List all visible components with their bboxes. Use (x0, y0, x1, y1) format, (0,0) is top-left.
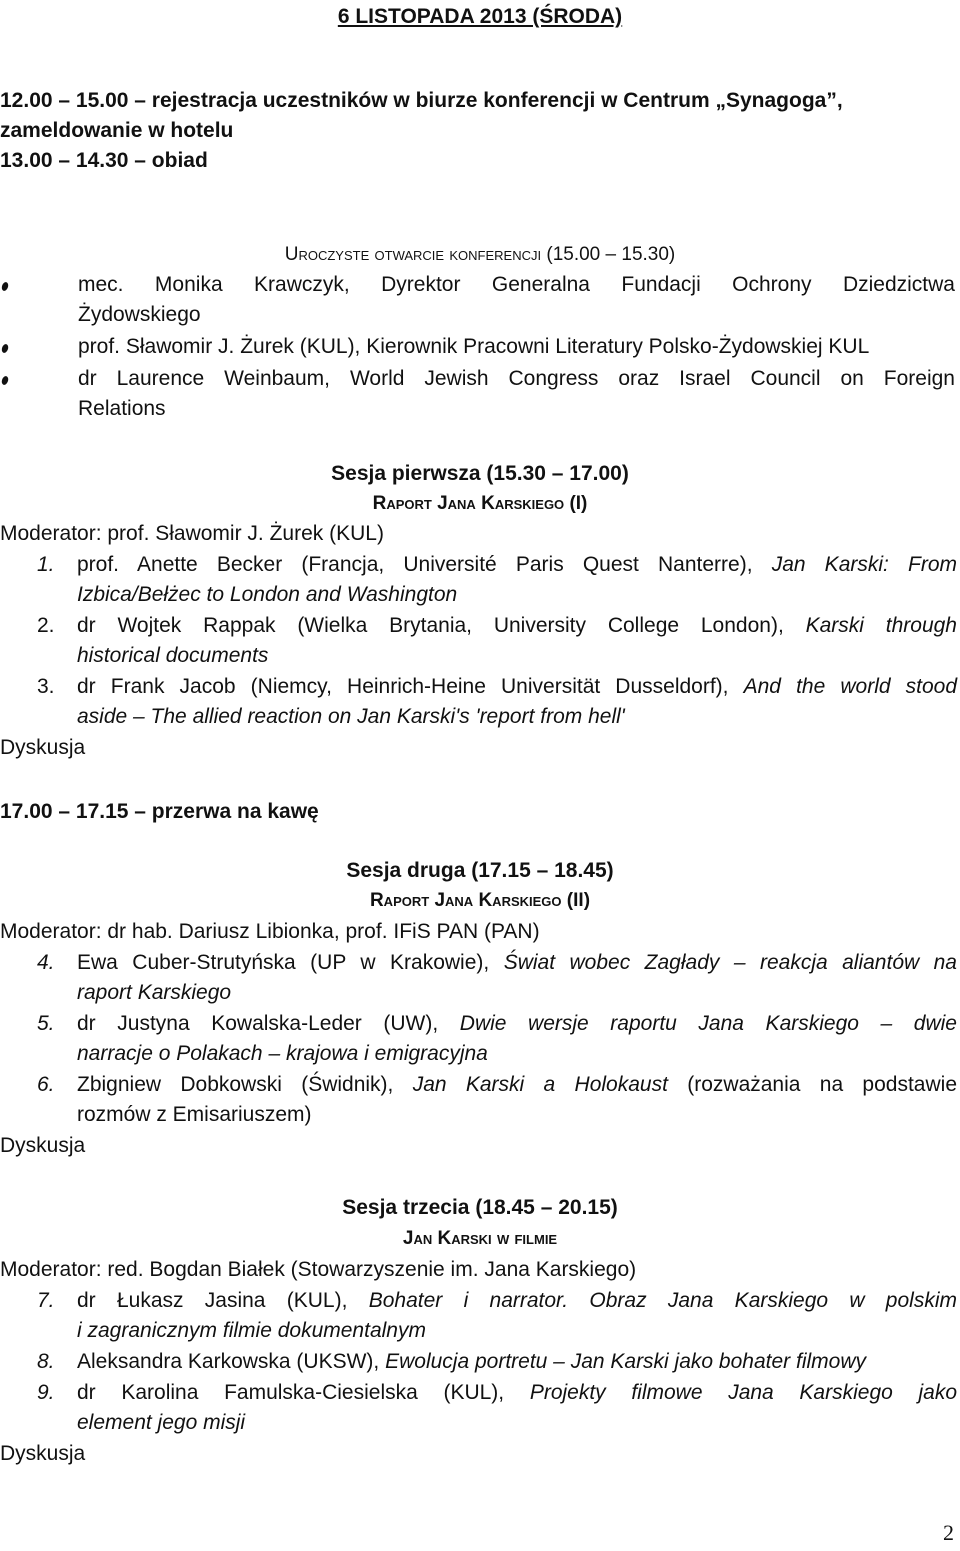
session3-moderator: Moderator: red. Bogdan Białek (Stowarzyszenie im. Jana Karskiego) (0, 1258, 637, 1281)
bullet-icon (1, 343, 10, 354)
bullet-icon (1, 375, 10, 386)
session2-discussion: Dyskusja (0, 1134, 86, 1157)
intro-line-registration: 12.00 – 15.00 – rejestracja uczestników w biurze konferencji w Centrum „Synagoga”, (0, 89, 843, 112)
date-title: 6 LISTOPADA 2013 (ŚRODA) (337, 5, 623, 28)
session3-subtitle: Jan Karski w filmie (402, 1228, 558, 1249)
session2-title: Sesja druga (17.15 – 18.45) (346, 859, 614, 882)
session3-title: Sesja trzecia (18.45 – 20.15) (342, 1196, 618, 1219)
page-number: 2 (943, 1520, 954, 1545)
intro-line-lunch: 13.00 – 14.30 – obiad (0, 149, 208, 172)
opening-title: Uroczyste otwarcie konferencji (15.00 – 15.30) (284, 244, 676, 265)
session1-subtitle: Raport Jana Karskiego (I) (372, 493, 588, 514)
session1-moderator: Moderator: prof. Sławomir J. Żurek (KUL) (0, 522, 384, 545)
session2-subtitle: Raport Jana Karskiego (II) (369, 890, 591, 911)
program-page: 6 LISTOPADA 2013 (ŚRODA) 12.00 – 15.00 – rejestracja uczestników w biurze konferencji w Centrum „Synagoga”, zameldowanie w hotelu 13.00 – 14.30 – obiad Uroczyste otwarcie konferencji (15.00 – 15.30) mec. Monika Krawczyk, Dyrektor Generalna Fundacji Ochrony Dziedzictwa Żydowskiego prof. Sławomir J. Żurek (KUL), Kierownik Pracowni Literatury Polsko-Żydowskiej KUL dr Laurence Weinbaum, World Jewish Congress oraz Israel Council on Foreign Relations Sesja pierwsza (15.30 – 17.00) Raport Jana Karskiego (I) Moderator: prof. Sławomir J. Żurek (KUL) 1. prof. Anette Becker (Francja, Université Paris Quest Nanterre), Jan Karski: From Izbica/Bełżec to London and Washington 2. dr Wojtek Rappak (Wielka Brytania, University College London), Karski through historical documents 3. dr Frank Jacob (Niemcy, Heinrich-Heine Universität Dusseldorf), And the world stood aside – The allied reaction on Jan Karski's 'report from hell' Dyskusja 17.00 – 17.15 – przerwa na kawę Sesja druga (17.15 – 18.45) Raport Jana Karskiego (II) Moderator: dr hab. Dariusz Libionka, prof. IFiS PAN (PAN) 4. Ewa Cuber-Strutyńska (UP w Krakowie), Świat wobec Zagłady – reakcja aliantów na raport Karskiego 5. dr Justyna Kowalska-Leder (UW), Dwie wersje raportu Jana Karskiego – dwie narracje o Polakach – krajowa i emigracyjna 6. Zbigniew Dobkowski (Świdnik), Jan Karski a Holokaust (rozważania na podstawie rozmów z Emisariuszem) Dyskusja Sesja trzecia (18.45 – 20.15) Jan Karski w filmie Moderator: red. Bogdan Białek (Stowarzyszenie im. Jana Karskiego) 7. dr Łukasz Jasina (KUL), Bohater i narrator. Obraz Jana Karskiego w polskim i zagranicznym filmie dokumentalnym 8. Aleksandra Karkowska (UKSW), Ewolucja portretu – Jan Karski jako bohater filmowy 9. dr Karolina Famulska-Ciesielska (KUL), Projekty filmowe Jana Karskiego jako element jego misji Dyskusja 2 (0, 0, 960, 1551)
session3-discussion: Dyskusja (0, 1442, 86, 1465)
session1-discussion: Dyskusja (0, 736, 86, 759)
bullet-icon (1, 281, 10, 292)
coffee-break: 17.00 – 17.15 – przerwa na kawę (0, 800, 319, 823)
intro-line-hotel: zameldowanie w hotelu (0, 119, 234, 142)
session1-title: Sesja pierwsza (15.30 – 17.00) (331, 462, 629, 485)
session2-moderator: Moderator: dr hab. Dariusz Libionka, prof. IFiS PAN (PAN) (0, 920, 540, 943)
